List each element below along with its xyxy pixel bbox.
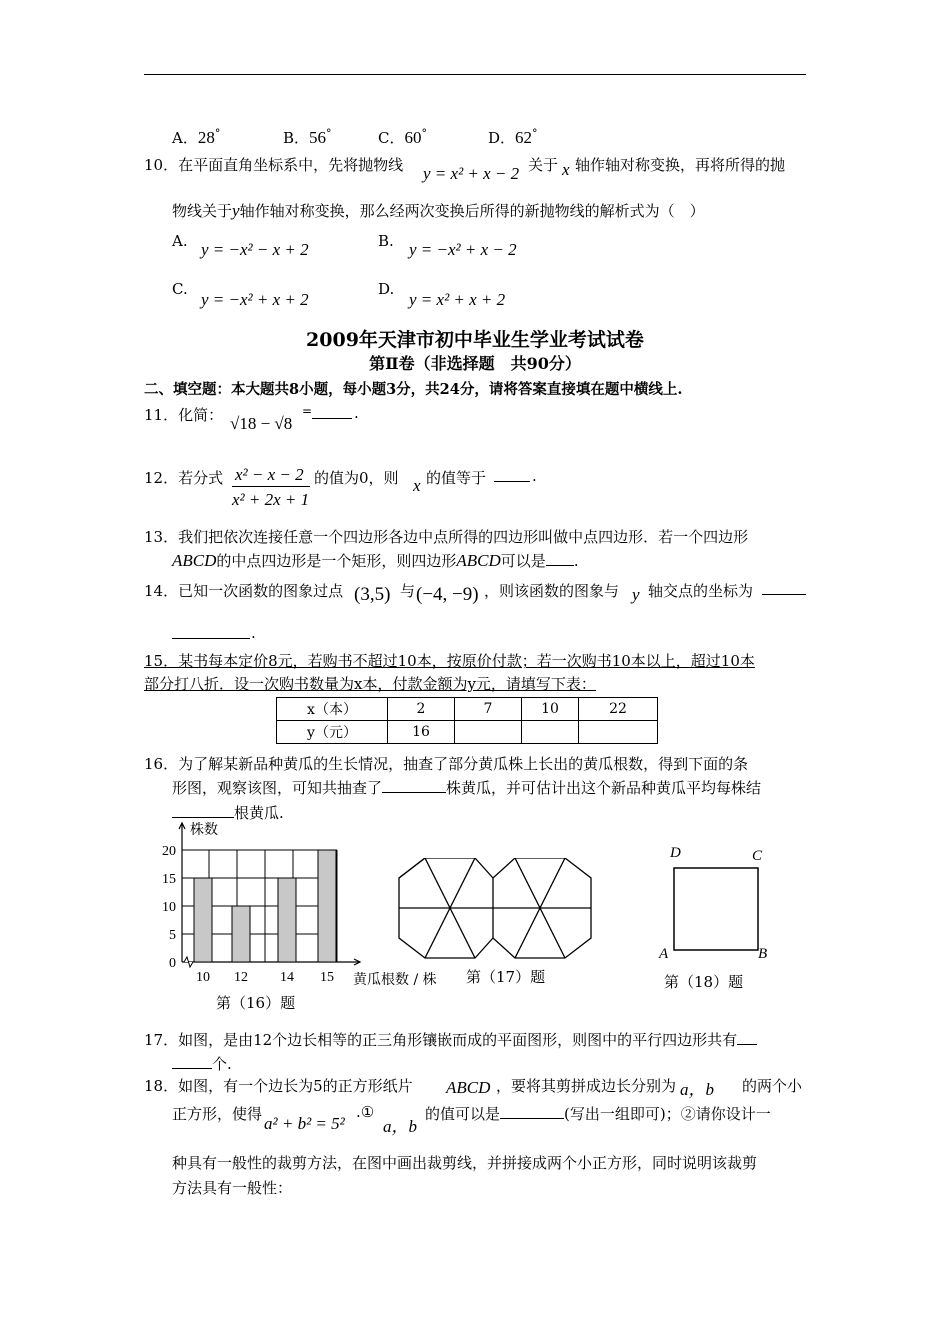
table-cell: 7 bbox=[455, 698, 522, 721]
table-cell: 10 bbox=[522, 698, 579, 721]
q10-option-b-label: B. bbox=[378, 232, 394, 250]
q14-answer-blank-1[interactable] bbox=[762, 580, 806, 595]
x-tick-label: 14 bbox=[280, 970, 294, 985]
q16-answer-blank-1[interactable] bbox=[382, 778, 446, 793]
x-tick-label: 10 bbox=[196, 970, 210, 985]
q16-line1: 16．为了解某新品种黄瓜的生长情况，抽查了部分黄瓜株上长出的黄瓜根数，得到下面的条 bbox=[144, 755, 749, 773]
q18-eq: a² + b² = 5² bbox=[264, 1114, 345, 1133]
fig18-label-d: D bbox=[670, 845, 681, 861]
q10-option-c: y = −x² + x + 2 bbox=[201, 290, 309, 309]
q18-line2c: 的值可以是 (写出一组即可)；②请你设计一 bbox=[425, 1105, 771, 1123]
fig18-label-c: C bbox=[752, 848, 763, 864]
q12-label: 12．若分式 bbox=[144, 469, 224, 487]
y-tick-label: 5 bbox=[169, 928, 176, 943]
q15-table bbox=[276, 697, 658, 744]
table-cell: 2 bbox=[388, 698, 455, 721]
fig18-caption: 第（18）题 bbox=[664, 973, 744, 991]
q18-ab-2: a，b bbox=[383, 1117, 417, 1136]
q17-line2: 个. bbox=[172, 1053, 232, 1074]
q12-var: x bbox=[413, 476, 421, 495]
q17-answer-blank-2[interactable] bbox=[172, 1054, 212, 1069]
q18-ab: a，b bbox=[680, 1080, 714, 1099]
q14-line1: 14．已知一次函数的图象过点 bbox=[144, 582, 344, 600]
table-cell[interactable] bbox=[579, 721, 658, 744]
axis-break bbox=[184, 957, 193, 967]
q12-text2: 的值为0，则 bbox=[314, 469, 399, 487]
table-cell: 22 bbox=[579, 698, 658, 721]
q16-line3: 根黄瓜. bbox=[172, 802, 284, 823]
x-axis-label: 黄瓜根数 / 株 bbox=[353, 972, 437, 988]
x-tick-label: 12 bbox=[234, 970, 248, 985]
q18-line1c: 的两个小 bbox=[742, 1077, 803, 1095]
y-tick-label: 20 bbox=[162, 844, 176, 859]
q9-option-c: C．60° bbox=[378, 127, 427, 147]
q14-text4: 轴交点的坐标为 bbox=[648, 582, 754, 600]
q10-option-a: y = −x² − x + 2 bbox=[201, 240, 309, 259]
q10-line1: 10．在平面直角坐标系中，先将抛物线 bbox=[144, 156, 404, 174]
q12-text3: 的值等于 bbox=[426, 469, 487, 487]
q9-option-a: A．28° bbox=[172, 127, 221, 147]
q10-option-d-label: D. bbox=[378, 280, 395, 298]
q18-abcd: ABCD bbox=[446, 1078, 491, 1097]
q10-line2: 物线关于y轴作轴对称变换，那么经两次变换后所得的新抛物线的解析式为（ ） bbox=[172, 201, 705, 220]
q16-line2: 形图，观察该图，可知共抽查了 株黄瓜，并可估计出这个新品种黄瓜平均每株结 bbox=[172, 779, 762, 797]
section-2-heading: 二、填空题：本大题共8小题，每小题3分，共24分，请将答案直接填在题中横线上. bbox=[144, 381, 683, 398]
q14-text3: ，则该函数的图象与 bbox=[484, 582, 620, 600]
q18-line1: 18．如图，有一个边长为5的正方形纸片 bbox=[144, 1077, 413, 1095]
q15-line1: 15．某书每本定价8元，若购书不超过10本，按原价付款；若一次购书10本以上，超过10本 bbox=[144, 652, 755, 670]
square bbox=[674, 868, 758, 950]
q11-answer-blank[interactable] bbox=[312, 404, 352, 419]
q13-line1: 13．我们把依次连接任意一个四边形各边中点所得的四边形叫做中点四边形．若一个四边形 bbox=[144, 528, 749, 546]
bar bbox=[318, 850, 336, 962]
q14-point2: (−4, −9) bbox=[416, 584, 479, 605]
header-rule bbox=[144, 74, 806, 75]
exam-subtitle: 第Ⅱ卷（非选择题 共90分） bbox=[369, 354, 581, 373]
chart-caption: 第（16）题 bbox=[216, 994, 296, 1012]
y-tick-label: 15 bbox=[162, 872, 176, 887]
table-row bbox=[277, 698, 658, 721]
q15-line2: 部分打八折．设一次购书数量为x本，付款金额为y元，请填写下表： bbox=[144, 675, 596, 693]
q14-text2: 与 bbox=[400, 582, 416, 600]
bar bbox=[278, 878, 296, 962]
q10-option-b: y = −x² + x − 2 bbox=[409, 240, 517, 259]
triangle-tessellation-figure bbox=[395, 858, 595, 960]
q14-answer-blank-2[interactable] bbox=[172, 624, 250, 639]
q12-fraction-bar bbox=[232, 486, 310, 487]
q10-line1b: 关于 bbox=[528, 156, 559, 174]
q18-line2b: .① bbox=[356, 1103, 375, 1121]
q12-numerator: x² − x − 2 bbox=[235, 465, 304, 484]
q18-line2a: 正方形，使得 bbox=[172, 1105, 263, 1123]
table-cell: 16 bbox=[388, 721, 455, 744]
q13-line2: ABCD的中点四边形是一个矩形，则四边形ABCD可以是 . bbox=[172, 551, 579, 570]
q17-answer-blank-1[interactable] bbox=[737, 1030, 757, 1045]
q11-expr: √18 − √8 bbox=[230, 414, 293, 433]
q12-answer-blank[interactable] bbox=[494, 467, 530, 482]
q14-point1: (3,5) bbox=[354, 584, 391, 605]
q10-option-a-label: A. bbox=[172, 232, 188, 250]
q18-line1b: ，要将其剪拼成边长分别为 bbox=[496, 1077, 677, 1095]
fig17-caption: 第（17）题 bbox=[466, 968, 546, 986]
fig18-label-a: A bbox=[659, 946, 669, 962]
q10-option-c-label: C. bbox=[172, 280, 188, 298]
tessellation-line bbox=[399, 858, 425, 878]
q11-eq: = bbox=[302, 404, 313, 418]
q14-var: y bbox=[632, 585, 640, 604]
y-tick-label: 0 bbox=[169, 956, 176, 971]
q10-expr: y = x² + x − 2 bbox=[423, 164, 520, 183]
q13-answer-blank[interactable] bbox=[546, 551, 574, 566]
table-cell: y（元） bbox=[277, 721, 388, 744]
q9-option-b: B．56° bbox=[283, 127, 332, 147]
bar bbox=[194, 878, 212, 962]
q10-line1c: 轴作轴对称变换，再将所得的抛 bbox=[575, 156, 786, 174]
q10-option-d: y = x² + x + 2 bbox=[409, 290, 506, 309]
bar bbox=[232, 906, 250, 962]
q9-option-d: D．62° bbox=[488, 127, 538, 147]
q18-line3: 种具有一般性的裁剪方法，在图中画出裁剪线，并拼接成两个小正方形，同时说明该裁剪 bbox=[172, 1154, 758, 1172]
exam-title: 2009年天津市初中毕业生学业考试试卷 bbox=[306, 329, 644, 351]
q14-end: . bbox=[251, 624, 256, 642]
q11-label: 11．化简： bbox=[144, 406, 224, 424]
q17-line1: 17．如图，是由12个边长相等的正三角形镶嵌而成的平面图形，则图中的平行四边形共有 bbox=[144, 1029, 757, 1050]
q18-line4: 方法具有一般性： bbox=[172, 1179, 293, 1197]
y-tick-label: 10 bbox=[162, 900, 176, 915]
q12-end: . bbox=[532, 467, 537, 485]
table-cell[interactable] bbox=[455, 721, 522, 744]
q10-var-x: x bbox=[562, 160, 570, 179]
square-abcd-figure bbox=[672, 866, 760, 952]
x-tick-label: 15 bbox=[320, 970, 334, 985]
table-cell: x（本） bbox=[277, 698, 388, 721]
q18-answer-blank[interactable] bbox=[500, 1104, 564, 1119]
fig18-label-b: B bbox=[758, 946, 768, 962]
q12-denominator: x² + 2x + 1 bbox=[232, 490, 310, 509]
y-axis-label: 株数 bbox=[190, 822, 218, 838]
table-row bbox=[277, 721, 658, 744]
table-cell[interactable] bbox=[522, 721, 579, 744]
q11-end: . bbox=[354, 404, 359, 422]
